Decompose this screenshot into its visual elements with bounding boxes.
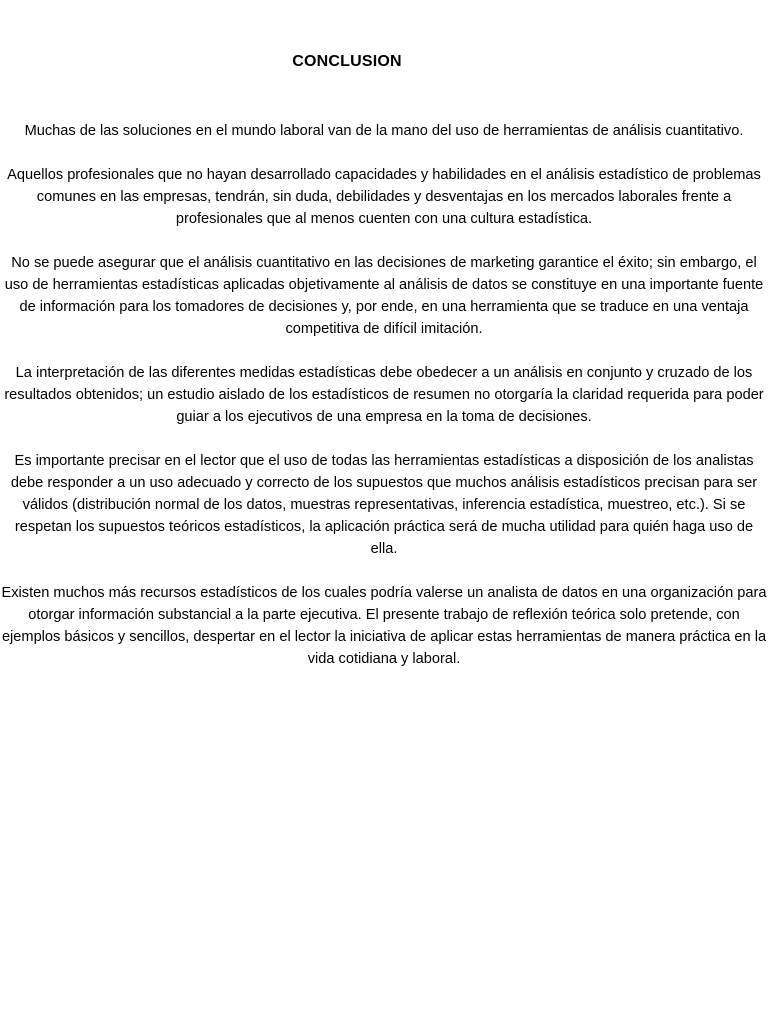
paragraph-1: Muchas de las soluciones en el mundo laboral van de la mano del uso de herramientas de análisis cuantitativo.: [24, 123, 744, 139]
paragraph-2: Aquellos profesionales que no hayan desarrollado capacidades y habilidades en el análisis estadístico de problemas comunes en las empresas, tendrán, sin duda, debilidades y desventajas en los mercados laborales frente a profesionales que al menos cuenten con una cultura estadística.: [7, 167, 761, 227]
page-title: CONCLUSION: [292, 53, 402, 70]
paragraph-4: La interpretación de las diferentes medidas estadísticas debe obedecer a un análisis en conjunto y cruzado de los resultados obtenidos; un estudio aislado de los estadísticos de resumen no otorgaría la claridad requerida para poder guiar a los ejecutivos de una empresa en la toma de decisiones.: [4, 365, 764, 425]
paragraph-5: Es importante precisar en el lector que el uso de todas las herramientas estadísticas a disposición de los analistas debe responder a un uso adecuado y correcto de los supuestos que muchos análisis estadísticos precisan para ser válidos (distribución normal de los datos, muestras representativas, inferencia estadística, muestreo, etc.). Si se respetan los supuestos teóricos estadísticos, la aplicación práctica será de mucha utilidad para quién haga uso de ella.: [10, 453, 758, 557]
paragraph-6: Existen muchos más recursos estadísticos de los cuales podría valerse un analista de datos en una organización para otorgar información substancial a la parte ejecutiva. El presente trabajo de reflexión teórica solo pretende, con ejemplos básicos y sencillos, despertar en el lector la iniciativa de aplicar estas herramientas de manera práctica en la vida cotidiana y laboral.: [1, 585, 767, 667]
document-body: [0, 120, 768, 692]
paragraph-3: No se puede asegurar que el análisis cuantitativo en las decisiones de marketing garantice el éxito; sin embargo, el uso de herramientas estadísticas aplicadas objetivamente al análisis de datos se constituye en una importante fuente de información para los tomadores de decisiones y, por ende, en una herramienta que se traduce en una ventaja competitiva de difícil imitación.: [4, 255, 764, 337]
